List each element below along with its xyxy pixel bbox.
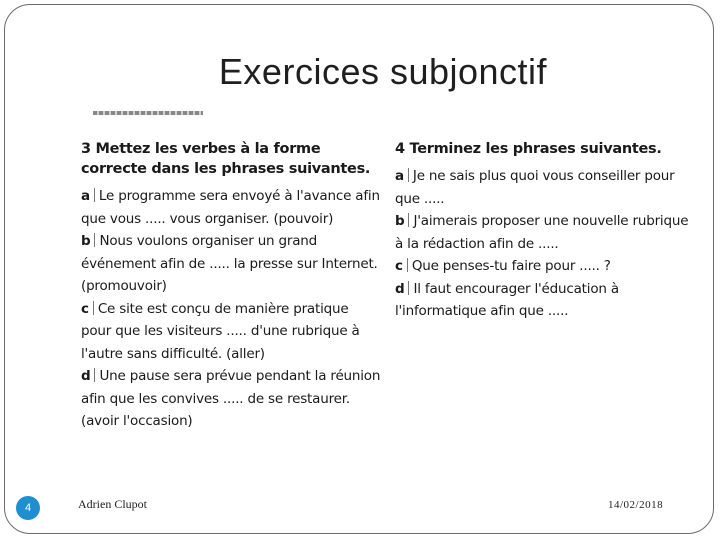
item-text: J'aimerais proposer une nouvelle rubrique à la rédaction afin de .....: [395, 213, 689, 252]
exercise-4-item: [395, 255, 695, 278]
item-text: Ce site est conçu de manière pratique pour que les visiteurs ..... d'une rubrique à l'autre sans difficulté. (aller): [81, 300, 360, 362]
exercise-4: [395, 139, 695, 323]
item-text: Il faut encourager l'éducation à l'informatique afin que .....: [395, 280, 619, 319]
exercise-3-item: [81, 185, 381, 230]
item-letter: d: [81, 368, 91, 384]
item-text: Le programme sera envoyé à l'avance afin que vous ..... vous organiser. (pouvoir): [81, 188, 380, 227]
exercise-4-item: [395, 165, 695, 210]
item-letter: d: [395, 280, 405, 297]
item-letter: b: [395, 213, 405, 229]
cropped-header-line: [93, 111, 203, 115]
scanned-exercise-image: [75, 105, 695, 429]
exercise-3-item: [81, 298, 381, 366]
exercise-4-item: [395, 210, 695, 255]
exercise-3-item: [81, 365, 381, 433]
exercise-4-title: 4 Terminez les phrases suivantes.: [395, 141, 662, 157]
item-letter: c: [395, 258, 403, 274]
footer-date: 14/02/2018: [608, 499, 664, 511]
footer-author: Adrien Clupot: [78, 497, 147, 511]
slide-title: Exercices subjonctif: [218, 51, 548, 92]
item-letter: c: [81, 300, 89, 317]
item-text: Nous voulons organiser un grand événement afin de ..... la presse sur Internet. (promouvoir): [81, 233, 378, 294]
item-letter: a: [395, 168, 404, 184]
exercise-3-title: 3 Mettez les verbes à la forme correcte dans les phrases suivantes.: [81, 141, 371, 177]
slide-number-badge: 4: [16, 496, 40, 520]
item-text: Que penses-tu faire pour ..... ?: [411, 258, 611, 274]
item-text: Je ne sais plus quoi vous conseiller pour que .....: [395, 168, 675, 207]
exercise-3: [81, 139, 381, 433]
item-letter: b: [81, 233, 91, 249]
item-text: Une pause sera prévue pendant la réunion afin que les convives ..... de se restaurer. (avoir l'occasion): [81, 368, 381, 429]
slide-frame: [4, 4, 714, 534]
exercise-3-item: [81, 230, 381, 298]
exercise-4-item: [395, 278, 695, 323]
item-letter: a: [81, 188, 90, 204]
